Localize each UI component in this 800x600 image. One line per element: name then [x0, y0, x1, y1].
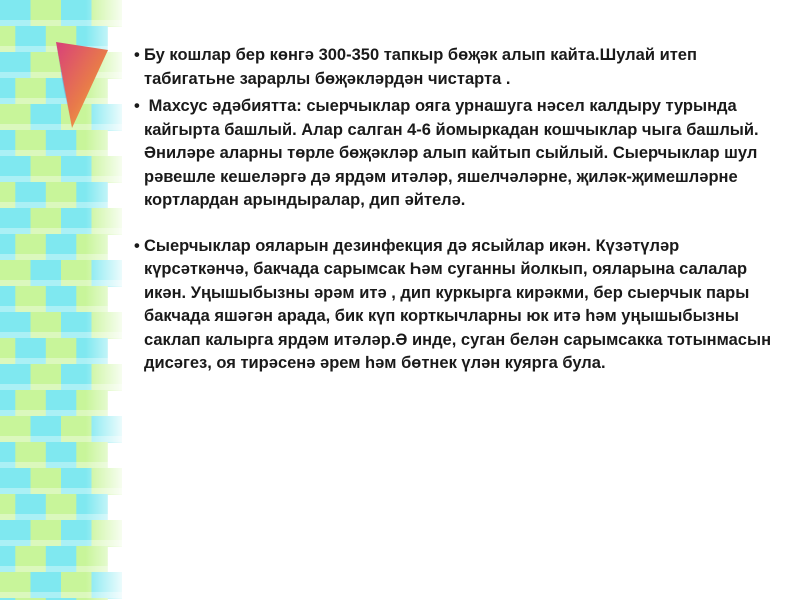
paragraph-text: Бу кошлар бер көнгә 300-350 тапкыр бөҗәк алып кайта.Шулай итеп табигатьне зарарлы бөҗәкләрдән чистарта .: [144, 46, 697, 88]
paragraph-text: Махсус әдәбиятта: сыерчыклар ояга урнашуга нәсел калдыру турында кайгырта башлый. Алар салган 4-6 йомыркадан кошчыклар чыга башлый. Әниләре аларны төрле бөҗәкләр алып кайтып сыйлый. Сыерчыклар шул рәвешле кешеләргә дә ярдәм итәләр, яшелчәләрне, җиләк-җимешләрне кортлардан арындыралар, дип әйтелә.: [144, 97, 759, 209]
bullet-glyph: •: [134, 97, 140, 115]
bullet-glyph: •: [134, 46, 140, 64]
bullet-paragraph-3: [134, 235, 774, 376]
bullet-paragraph-2: [134, 95, 774, 213]
triangle-icon: [54, 40, 110, 130]
bullet-glyph: •: [134, 236, 140, 255]
paragraph-text: Сыерчыклар ояларын дезинфекция дә ясыйлар икән. Күзәтүләр күрсәткәнчә, бакчада сарымсак Һәм суганны йолкып, ояларына салалар икән. Уңышыбызны әрәм итә , дип куркырга кирәкми, бер сыерчык пары бакчада яшәгән арада, бик күп корткычларны юк итә һәм уңышыбызны саклап калырга ярдәм итәләр.Ә инде, суган белән сарымсакка тотынмасын дисәгез, оя тирәсенә әрем һәм бөтнек үлән куярга була.: [144, 236, 772, 372]
bullet-paragraph-1: [134, 44, 774, 91]
text-body: [134, 44, 774, 376]
